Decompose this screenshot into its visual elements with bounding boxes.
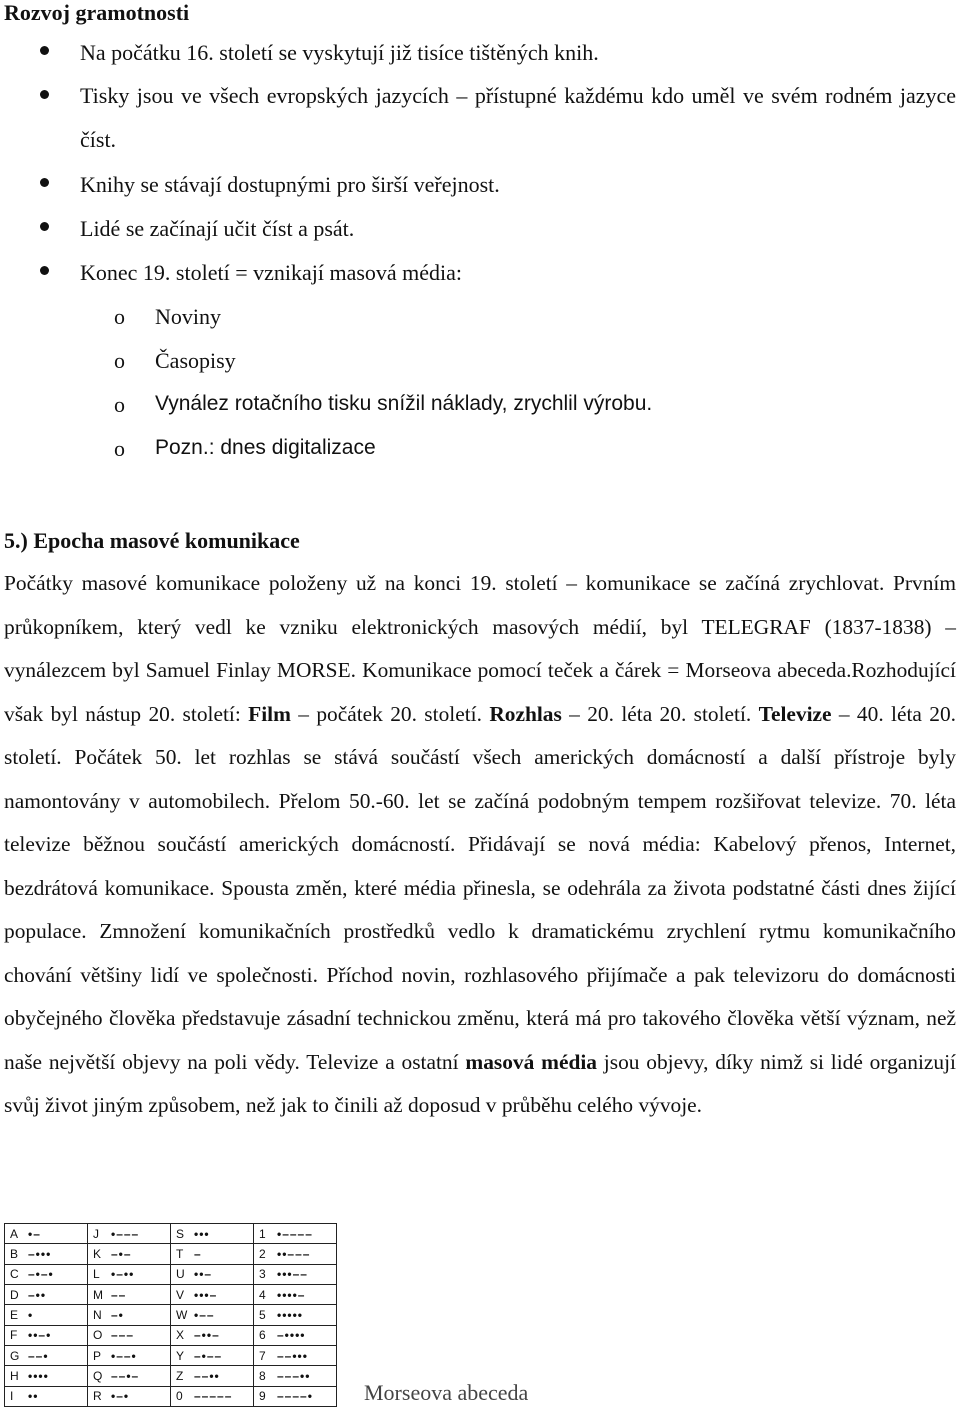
- morse-code: •––––: [277, 1226, 313, 1241]
- morse-cell: [171, 1325, 254, 1345]
- morse-cell: [5, 1224, 88, 1244]
- morse-code: ––•–: [111, 1368, 140, 1383]
- morse-letter: Z: [176, 1368, 184, 1383]
- morse-cell: [254, 1305, 337, 1325]
- circle-bullet-icon: o: [114, 348, 125, 373]
- sub-list-item: [0, 296, 960, 340]
- page-heading: Rozvoj gramotnosti: [4, 0, 190, 25]
- paragraph-text: Počátky masové komunikace položeny už na konci 19. století – komunikace se začíná zrychlovat. Prvním průkopníkem, který vedl ke vzniku elektronických masových médií, byl TELEGRAF (1837-1838) – vynálezcem byl Samuel Finlay MORSE. Komunikace pomocí teček a čárek = Morseova abeceda.Rozhodující však byl nástup 20. století:: [4, 571, 956, 726]
- morse-code: –••••: [277, 1328, 306, 1343]
- morse-letter: X: [176, 1328, 185, 1343]
- morse-code: •––: [194, 1307, 215, 1322]
- bullet-icon: [40, 222, 49, 231]
- sub-list-item: [0, 428, 960, 472]
- morse-letter: 0: [176, 1389, 183, 1404]
- morse-cell: [5, 1305, 88, 1325]
- body-paragraph: [4, 562, 956, 1128]
- morse-cell: [254, 1264, 337, 1284]
- table-caption: Morseova abeceda: [364, 1380, 529, 1405]
- morse-letter: N: [93, 1307, 102, 1322]
- morse-letter: D: [10, 1287, 19, 1302]
- table-row: [5, 1264, 337, 1284]
- section-title: 5.) Epocha masové komunikace: [4, 528, 300, 553]
- table-row: [5, 1386, 337, 1406]
- morse-cell: [88, 1325, 171, 1345]
- morse-code: –––––: [194, 1389, 233, 1404]
- morse-cell: [171, 1386, 254, 1406]
- list-item-text: Konec 19. století = vznikají masová média:: [80, 260, 463, 285]
- table-row: [5, 1325, 337, 1345]
- morse-code: •–•: [111, 1389, 130, 1404]
- morse-letter: 8: [259, 1368, 266, 1383]
- morse-code: –•••: [28, 1246, 52, 1261]
- list-item-text: Knihy se stávají dostupnými pro širší veřejnost.: [80, 172, 500, 197]
- morse-letter: E: [10, 1307, 19, 1322]
- morse-cell: [88, 1386, 171, 1406]
- morse-code: •–••: [111, 1267, 135, 1282]
- morse-cell: [88, 1366, 171, 1386]
- morse-code: –––••: [277, 1368, 311, 1383]
- morse-code: –••–: [194, 1328, 220, 1343]
- morse-letter: I: [10, 1389, 14, 1404]
- bullet-icon: [40, 46, 49, 55]
- morse-code: ••••–: [277, 1287, 306, 1302]
- sub-list-item-text: Noviny: [155, 304, 221, 329]
- morse-cell: [171, 1305, 254, 1325]
- morse-cell: [171, 1366, 254, 1386]
- paragraph-text: jsou objevy, díky nimž si lidé organizují svůj život jiným způsobem, než jak to činili až doposud v průběhu celého vývoje.: [4, 1049, 957, 1117]
- morse-letter: H: [10, 1368, 19, 1383]
- morse-code: –•: [111, 1307, 124, 1322]
- morse-letter: 3: [259, 1267, 266, 1282]
- morse-cell: [171, 1264, 254, 1284]
- morse-code: –––: [111, 1328, 135, 1343]
- bullet-icon: [40, 90, 49, 99]
- morse-code: •••––: [277, 1267, 308, 1282]
- morse-code: ••–––: [277, 1246, 311, 1261]
- morse-code: •••••: [277, 1307, 304, 1322]
- morse-cell: [254, 1284, 337, 1304]
- bullet-icon: [40, 266, 49, 275]
- circle-bullet-icon: o: [114, 436, 125, 461]
- morse-letter: V: [176, 1287, 185, 1302]
- morse-letter: M: [93, 1287, 103, 1302]
- sub-list-item-text: Pozn.: dnes digitalizace: [155, 436, 376, 459]
- sub-list-item: [0, 384, 960, 428]
- morse-code: ––: [111, 1287, 127, 1302]
- morse-cell: [5, 1244, 88, 1264]
- morse-cell: [88, 1345, 171, 1365]
- list-item: [0, 32, 960, 76]
- morse-cell: [88, 1305, 171, 1325]
- morse-cell: [254, 1224, 337, 1244]
- morse-cell: [171, 1345, 254, 1365]
- list-item-text: Tisky jsou ve všech evropských jazycích – přístupné každému kdo uměl ve svém rodném jazyce číst.: [80, 83, 956, 152]
- morse-cell: [88, 1284, 171, 1304]
- morse-code: ••••: [28, 1368, 49, 1383]
- morse-letter: U: [176, 1267, 185, 1282]
- list-item: [0, 76, 960, 164]
- sub-list-item: [0, 340, 960, 384]
- morse-code: ––••: [194, 1368, 220, 1383]
- morse-letter: R: [93, 1389, 102, 1404]
- bullet-list: [0, 32, 960, 472]
- morse-cell: [88, 1224, 171, 1244]
- morse-letter: Q: [93, 1368, 103, 1383]
- morse-letter: L: [93, 1267, 100, 1282]
- morse-cell: [5, 1284, 88, 1304]
- circle-bullet-icon: o: [114, 304, 125, 329]
- morse-letter: O: [93, 1328, 103, 1343]
- morse-code: •–––: [111, 1226, 140, 1241]
- paragraph-text: – počátek 20. století.: [290, 701, 490, 726]
- morse-cell: [5, 1264, 88, 1284]
- table-row: [5, 1224, 337, 1244]
- morse-code: –•–•: [28, 1267, 54, 1282]
- morse-letter: Y: [176, 1348, 185, 1363]
- list-item: [0, 252, 960, 296]
- morse-letter: 6: [259, 1328, 266, 1343]
- morse-cell: [254, 1325, 337, 1345]
- morse-code: ––––•: [277, 1389, 313, 1404]
- morse-code: •: [28, 1307, 34, 1322]
- paragraph-text: – 20. léta 20. století.: [561, 701, 759, 726]
- morse-cell: [254, 1366, 337, 1386]
- morse-code: –•––: [194, 1348, 223, 1363]
- morse-letter: J: [93, 1226, 99, 1241]
- morse-cell: [254, 1386, 337, 1406]
- morse-code: ••–•: [28, 1328, 52, 1343]
- list-item-text: Na počátku 16. století se vyskytují již tisíce tištěných knih.: [80, 40, 599, 65]
- table-row: [5, 1345, 337, 1365]
- table-row: [5, 1244, 337, 1264]
- morse-cell: [171, 1224, 254, 1244]
- list-item: [0, 208, 960, 252]
- list-item-text: Lidé se začínají učit číst a psát.: [80, 216, 355, 241]
- morse-cell: [5, 1366, 88, 1386]
- morse-cell: [5, 1345, 88, 1365]
- morse-code: –•–: [111, 1246, 132, 1261]
- morse-cell: [254, 1345, 337, 1365]
- morse-code: ••: [28, 1389, 39, 1404]
- sub-list-item-text: Časopisy: [155, 348, 236, 373]
- table-row: [5, 1284, 337, 1304]
- morse-cell: [171, 1244, 254, 1264]
- morse-code: ••–: [194, 1267, 213, 1282]
- morse-letter: B: [10, 1246, 19, 1261]
- bold-term-televize: Televize: [758, 701, 832, 726]
- morse-letter: 2: [259, 1246, 266, 1261]
- morse-cell: [88, 1264, 171, 1284]
- bold-term-rozhlas: Rozhlas: [489, 701, 562, 726]
- bullet-icon: [40, 178, 49, 187]
- morse-code: –: [194, 1246, 202, 1261]
- morse-letter: K: [93, 1246, 102, 1261]
- morse-code: •––•: [111, 1348, 137, 1363]
- morse-code: –••: [28, 1287, 47, 1302]
- list-item: [0, 164, 960, 208]
- morse-cell: [171, 1284, 254, 1304]
- morse-code: •••: [194, 1226, 210, 1241]
- morse-letter: T: [176, 1246, 184, 1261]
- morse-code: ––•••: [277, 1348, 308, 1363]
- morse-letter: P: [93, 1348, 102, 1363]
- paragraph-text: – 40. léta 20. století. Počátek 50. let rozhlas se stává součástí všech amerických domácností a další přístroje byly namontovány v automobilech. Přelom 50.-60. let se začíná podobným tempem rozšiřovat televize. 70. léta televize běžnou součástí amerických domácností. Přidávají se nová média: Kabelový přenos, Internet, bezdrátová komunikace. Spousta změn, které média přinesla, se odehrála za života podstatné části dnes žijící populace. Zmnožení komunikačních prostředků vedlo k dramatickému zrychlení rytmu komunikačního chování většiny lidí ve společnosti. Příchod novin, rozhlasového přijímače a pak televizoru do domácnosti obyčejného člověka představuje zásadní technickou změnu, která má pro takového člověka větší význam, než naše největší objevy na poli vědy. Televize a ostatní: [4, 701, 956, 1074]
- morse-code: ––•: [28, 1348, 49, 1363]
- morse-letter: 7: [259, 1348, 266, 1363]
- morse-letter: G: [10, 1348, 20, 1363]
- morse-letter: 4: [259, 1287, 266, 1302]
- morse-letter: 9: [259, 1389, 266, 1404]
- morse-letter: 1: [259, 1226, 266, 1241]
- bold-term-masova-media: masová média: [465, 1049, 597, 1074]
- morse-cell: [5, 1386, 88, 1406]
- morse-cell: [88, 1244, 171, 1264]
- morse-letter: 5: [259, 1307, 266, 1322]
- morse-cell: [254, 1244, 337, 1264]
- morse-code: •–: [28, 1226, 41, 1241]
- morse-code-table: [4, 1223, 337, 1407]
- morse-letter: S: [176, 1226, 185, 1241]
- morse-letter: A: [10, 1226, 19, 1241]
- morse-letter: C: [10, 1267, 19, 1282]
- table-row: [5, 1366, 337, 1386]
- morse-letter: W: [176, 1307, 188, 1322]
- morse-cell: [5, 1325, 88, 1345]
- morse-code: •••–: [194, 1287, 218, 1302]
- table-row: [5, 1305, 337, 1325]
- sub-list-item-text: Vynález rotačního tisku snížil náklady, zrychlil výrobu.: [155, 392, 653, 415]
- bold-term-film: Film: [248, 701, 291, 726]
- circle-bullet-icon: o: [114, 392, 125, 417]
- morse-letter: F: [10, 1328, 18, 1343]
